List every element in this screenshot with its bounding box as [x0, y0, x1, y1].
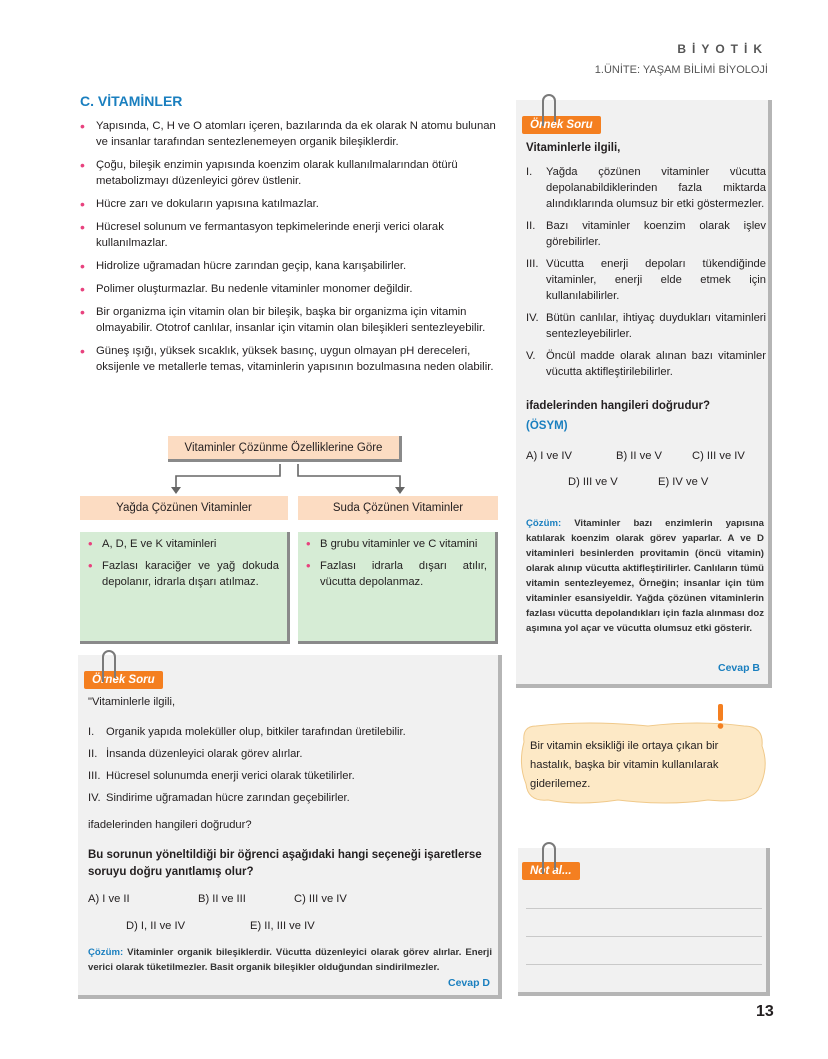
bullet-item: • Hücresel solunum ve fermantasyon tepkimelerinde enerji verici olarak kullanılmazlar.	[80, 219, 500, 251]
statement-list	[526, 164, 766, 386]
solution-text	[526, 516, 764, 636]
bullet-item: • Çoğu, bileşik enzimin yapısında koenzim olarak kullanılmalarından ötürü metabolizmayı düzenleyici görev üstlenir.	[80, 157, 500, 189]
header-unit: 1.ÜNİTE: YAŞAM BİLİMİ BİYOLOJİ	[594, 64, 768, 76]
statement-number: I.	[526, 166, 533, 178]
bullet-item: • Hidrolize uğramadan hücre zarından geçip, kana karışabilirler.	[80, 258, 500, 274]
note-line	[526, 964, 762, 965]
example-question-card-right	[516, 100, 772, 688]
solution-label: Çözüm:	[88, 947, 124, 958]
bullet-item: • Güneş ışığı, yüksek sıcaklık, yüksek basınç, uygun olmayan pH dereceleri, oksijenle ve metallerle temas, vitaminlerin yapısının bozulmasına neden olabilir.	[80, 343, 500, 375]
option-d: D) I, II ve IV	[126, 920, 186, 932]
page-number: 13	[756, 1003, 774, 1020]
statement-text: Bütün canlılar, ihtiyaç duydukları vitaminleri sentezleyebilirler.	[546, 312, 766, 340]
solution-label: Çözüm:	[526, 518, 562, 529]
option-a: A) I ve IV	[526, 450, 573, 462]
question-intro: "Vitaminlerle ilgili,	[88, 696, 176, 708]
statement-text: İnsanda düzenleyici olarak görev alırlar.	[106, 748, 303, 760]
option-e: E) IV ve V	[658, 476, 709, 488]
option-c: C) III ve IV	[294, 893, 347, 905]
water-soluble-item: • Fazlası idrarla dışarı atılır, vücutta depolanmaz.	[306, 558, 487, 590]
statement-number: IV.	[526, 312, 539, 324]
example-question-card-left	[78, 655, 502, 999]
statement-number: III.	[526, 258, 539, 270]
example-badge: Örnek Soru	[84, 671, 163, 689]
note-line	[526, 936, 762, 937]
example-badge: Örnek Soru	[522, 116, 601, 134]
notes-badge: Not al...	[522, 862, 580, 880]
statement-number: III.	[88, 770, 101, 782]
fat-soluble-title: Yağda Çözünen Vitaminler	[80, 496, 288, 520]
option-c: C) III ve IV	[692, 450, 745, 462]
diagram-root-box: Vitaminler Çözünme Özelliklerine Göre	[168, 436, 402, 462]
bullet-item: • Yapısında, C, H ve O atomları içeren, bazılarında da ek olarak N atomu bulunan ve insanlar tarafından sentezlenemeyen organik bileşiklerdir.	[80, 118, 500, 150]
question-source: (ÖSYM)	[526, 420, 568, 432]
section-title: C. VİTAMİNLER	[80, 93, 183, 109]
statement-text: Yağda çözünen vitaminler vücutta depolanabildiklerinden fazla miktarda alındıklarında olumsuz bir etki göstermezler.	[546, 166, 766, 210]
statement-number: IV.	[88, 792, 101, 804]
statement-item	[526, 310, 766, 342]
exclamation-icon	[715, 704, 727, 730]
water-soluble-item: • B grubu vitaminler ve C vitamini	[306, 536, 487, 552]
statement-item	[88, 724, 488, 740]
answer-label: Cevap B	[717, 662, 760, 674]
question-head: Vitaminlerle ilgili,	[526, 142, 621, 154]
statement-number: II.	[526, 220, 536, 232]
statement-item	[526, 256, 766, 304]
statement-text: Sindirime uğramadan hücre zarından geçebilirler.	[106, 792, 350, 804]
bullet-item: • Hücre zarı ve dokuların yapısına katılmazlar.	[80, 196, 500, 212]
statement-text: Hücresel solunumda enerji verici olarak tüketilirler.	[106, 770, 355, 782]
header-brand: BİYOTİK	[677, 42, 768, 56]
statement-item	[526, 348, 766, 380]
fat-soluble-item: • Fazlası karaciğer ve yağ dokuda depolanır, idrarla dışarı atılmaz.	[88, 558, 279, 590]
option-d: D) III ve V	[568, 476, 618, 488]
bullet-item: • Bir organizma için vitamin olan bir bileşik, başka bir organizma için vitamin olmayabilir. Ototrof canlılar, insanlar için vitamin olan bileşikleri sentezleyebilir.	[80, 304, 500, 336]
question-foot: ifadelerinden hangileri doğrudur?	[88, 819, 252, 831]
question-prompt: Bu sorunun yöneltildiği bir öğrenci aşağıdaki hangi seçeneği işaretlerse soruyu doğru yanıtlamış olur?	[88, 849, 482, 878]
solution-body: Vitaminler organik bileşiklerdir. Vücutta düzenleyici olarak görev alırlar. Enerji verici olarak tüketilmezler. Basit organik bileşikler olduğundan sindirilmezler.	[88, 947, 492, 973]
statement-list	[88, 724, 488, 812]
water-soluble-title: Suda Çözünen Vitaminler	[298, 496, 498, 520]
vitamin-bullet-list	[80, 118, 500, 382]
note-line	[526, 908, 762, 909]
solution-text	[88, 945, 492, 975]
statement-text: Organik yapıda moleküller olup, bitkiler tarafından üretilebilir.	[106, 726, 406, 738]
statement-text: Vücutta enerji depoları tükendiğinde vitaminler, enerji elde etmek için kullanılabilirler.	[546, 258, 766, 302]
note-text: Bir vitamin eksikliği ile ortaya çıkan bir hastalık, başka bir vitamin kullanılarak giderilemez.	[530, 740, 719, 790]
statement-text: Bazı vitaminler koenzim olarak işlev görebilirler.	[546, 220, 766, 248]
statement-item	[88, 746, 488, 762]
paperclip-icon	[538, 94, 560, 130]
option-b: B) II ve V	[616, 450, 663, 462]
option-b: B) II ve III	[198, 893, 246, 905]
question-foot: ifadelerinden hangileri doğrudur?	[526, 400, 711, 412]
statement-item	[88, 790, 488, 806]
statement-number: V.	[526, 350, 536, 362]
solution-body: Vitaminler bazı enzimlerin yapısına katılarak koenzim olarak görev yaparlar. A ve D vitaminleri besinlerden provitamin (öncü vitamin) olarak alınıp vücutta aktifleştirilirler. Canlıların tümü vitamin sentezleyemez, Örneğin; insanlar için tüm vitaminler esansiyeldir. Yağda çözünen vitaminlerin fazlası vücutta depolandıkları için fazla alınması doz aşımına yol açar ve vücutta olumsuz etki gösterir.	[526, 518, 764, 634]
option-a: A) I ve II	[88, 893, 130, 905]
fat-soluble-box	[80, 532, 290, 644]
fat-soluble-item: • A, D, E ve K vitaminleri	[88, 536, 279, 552]
answer-label: Cevap D	[447, 977, 490, 989]
bullet-item: • Polimer oluşturmazlar. Bu nedenle vitaminler monomer değildir.	[80, 281, 500, 297]
statement-item	[526, 164, 766, 212]
option-e: E) II, III ve IV	[250, 920, 315, 932]
statement-number: II.	[88, 748, 98, 760]
water-soluble-box	[298, 532, 498, 644]
statement-text: Öncül madde olarak alınan bazı vitaminler vücutta aktifleştirilebilirler.	[546, 350, 766, 378]
statement-item	[88, 768, 488, 784]
statement-number: I.	[88, 726, 95, 738]
diagram-connector-lines	[160, 462, 420, 496]
paperclip-icon	[98, 650, 120, 686]
statement-item	[526, 218, 766, 250]
paperclip-icon	[538, 842, 560, 878]
